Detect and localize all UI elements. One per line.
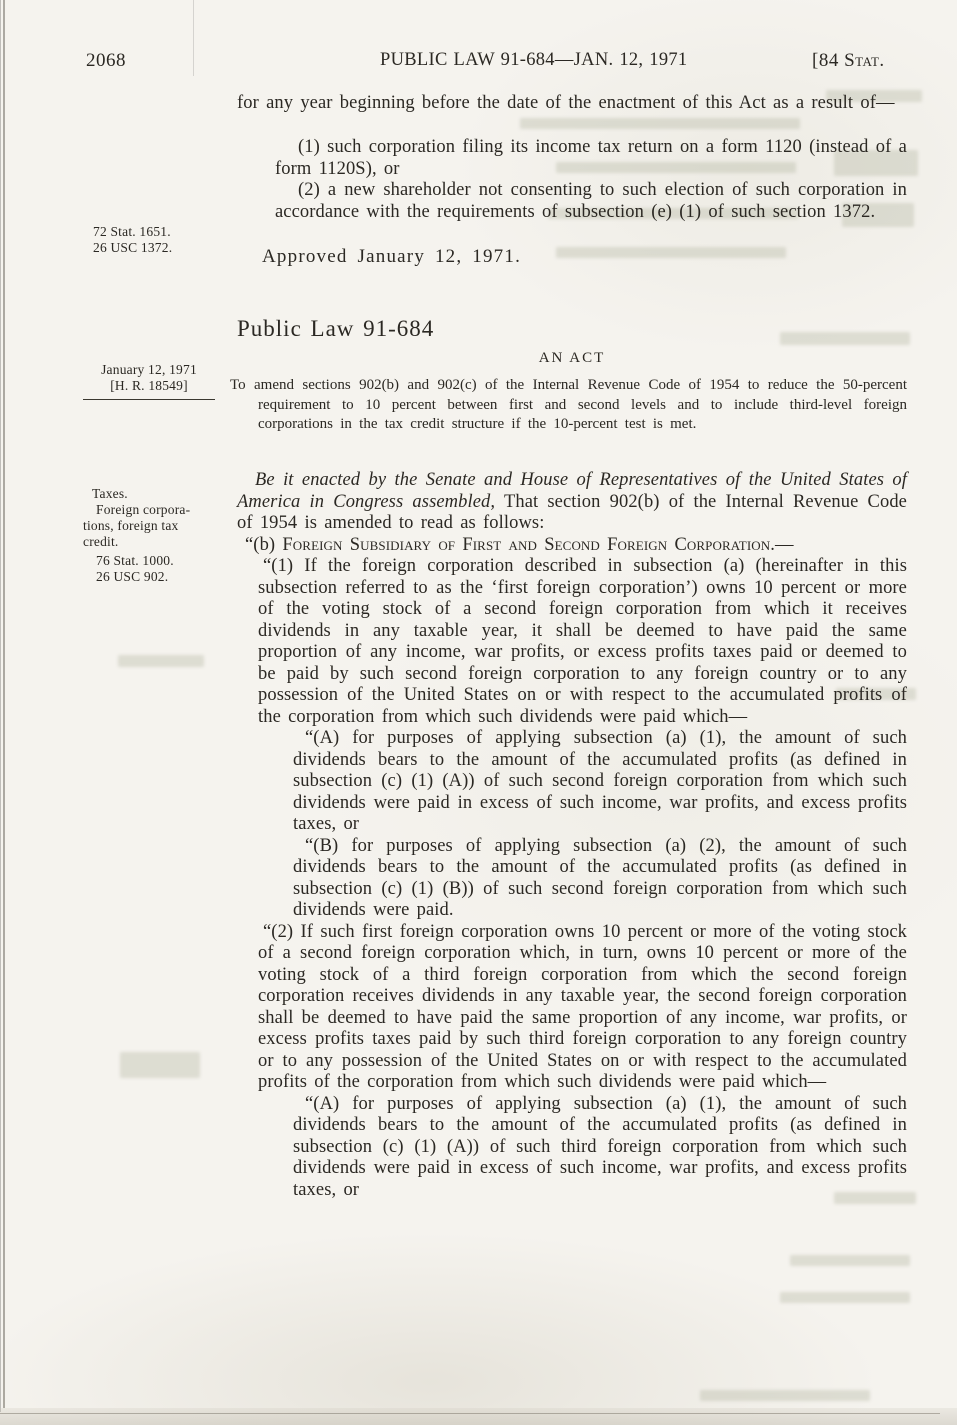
act-description — [230, 376, 907, 435]
margin-note-citations — [93, 224, 172, 256]
subsection-b-title: Foreign Subsidiary of First and Second Foreign Corporation.— — [282, 534, 794, 555]
carryover-intro-text: for any year beginning before the date of the enactment of this Act as a result of— — [237, 93, 895, 113]
margin-note-bill-number: [H. R. 18549] — [110, 378, 188, 393]
margin-note-line: 26 USC 902. — [96, 569, 169, 584]
enacting-clause-roman: That section 902(b) of the Internal Revenue Code of 1954 is amended to read as follows: — [237, 491, 907, 533]
margin-note-line: Foreign corpora- — [96, 502, 191, 517]
act-description-text: To amend sections 902(b) and 902(c) of the Internal Revenue Code of 1954 to reduce the 50-percent requirement to 10 percent between first and second levels and to include third-level foreign corporations in the tax credit structure if the 10-percent test is met. — [230, 377, 907, 432]
public-law-title: Public Law 91-684 — [237, 316, 435, 341]
margin-note-line: 26 USC 1372. — [93, 240, 173, 255]
scan-bottom-line — [0, 1413, 940, 1414]
stat-volume-label: [84 Stat. — [812, 50, 885, 71]
carryover-item-2: (2) a new shareholder not consenting to such election of such corporation in accordance with the requirements of subsection (e) (1) of such section 1372. — [275, 180, 907, 222]
approval-line: Approved January 12, 1971. — [262, 246, 522, 267]
paragraph-1B: “(B) for purposes of applying subsection (a) (2), the amount of such dividends bears to the amount of the accumulated profits (as defined in subsection (c) (1) (B)) of such second foreign corporation from which such dividends were paid. — [293, 835, 907, 920]
running-header-title: PUBLIC LAW 91-684—JAN. 12, 1971 — [380, 50, 688, 70]
subsection-b-heading — [237, 535, 907, 557]
enacting-clause-italic: Be it enacted by the Senate and House of Representatives of the United States of America in Congress assembled, — [237, 470, 907, 512]
paragraph-2: “(2) If such first foreign corporation owns 10 percent or more of the voting stock of a second foreign corporation which, in turn, owns 10 percent or more of the voting stock of a third foreign corporation from which the second foreign corporation receives dividends in any taxable year, the second foreign corporation shall be deemed to have paid the same proportion of any income, war profits, or excess profits taxes paid by such third foreign corporation to any foreign country or to any possession of the United States on or with respect to the accumulated profits of the corporation from which such dividends were paid which— — [258, 921, 907, 1092]
margin-note-subject — [83, 486, 223, 585]
margin-note-line: credit. — [83, 534, 119, 549]
margin-note-line: 76 Stat. 1000. — [96, 553, 174, 568]
margin-note-line: tions, foreign tax — [83, 518, 179, 533]
statute-body — [237, 470, 907, 1201]
scan-bottom-shadow — [0, 1408, 957, 1425]
enacting-clause — [237, 470, 907, 535]
scan-artifact-line — [193, 0, 194, 76]
paragraph-1: “(1) If the foreign corporation described in subsection (a) (hereinafter in this subsection referred to as the ‘first foreign corporation’) owns 10 percent or more of the voting stock of a second foreign corporation from which it receives dividends in any taxable year, it shall be deemed to have paid the same proportion of any income, war profits, or excess profits taxes paid or deemed to be paid by such second foreign corporation to any foreign country or to any possession of the United States on or with respect to the accumulated profits of the corporation from which such dividends were paid which— — [258, 556, 907, 727]
bleedthrough-artifact — [780, 1292, 910, 1303]
bleedthrough-artifact — [520, 118, 800, 129]
margin-note-date: January 12, 1971 — [101, 362, 197, 377]
bleedthrough-artifact — [118, 655, 204, 667]
page-number: 2068 — [86, 50, 126, 71]
bleedthrough-artifact — [120, 1052, 200, 1078]
carryover-item-1: (1) such corporation filing its income tax return on a form 1120 (instead of a form 1120S), or — [275, 137, 907, 179]
bleedthrough-artifact — [790, 1255, 910, 1266]
paragraph-1A: “(A) for purposes of applying subsection (a) (1), the amount of such dividends bears to the amount of the accumulated profits (as defined in subsection (c) (1) (A)) of such second foreign corporation from which such dividends were paid in excess of such income, war profits, and excess profits taxes, or — [293, 728, 907, 834]
an-act-heading: AN ACT — [538, 350, 606, 366]
subsection-b-prefix: “(b) — [245, 534, 283, 555]
margin-note-line: 72 Stat. 1651. — [93, 224, 171, 239]
margin-note-line: Taxes. — [92, 486, 128, 501]
paragraph-2A: “(A) for purposes of applying subsection (a) (1), the amount of such dividends bears to the amount of the accumulated profits (as defined in subsection (c) (1) (A)) of such third foreign corporation from which such dividends were paid in excess of such income, war profits, and excess profits taxes, or — [293, 1093, 907, 1200]
carryover-paragraph — [237, 93, 907, 115]
scan-edge-line — [0, 0, 1, 1412]
carryover-items — [237, 137, 907, 223]
bleedthrough-artifact — [700, 1390, 870, 1401]
margin-note-date-bill — [83, 362, 215, 400]
scan-edge-line — [3, 0, 5, 1408]
